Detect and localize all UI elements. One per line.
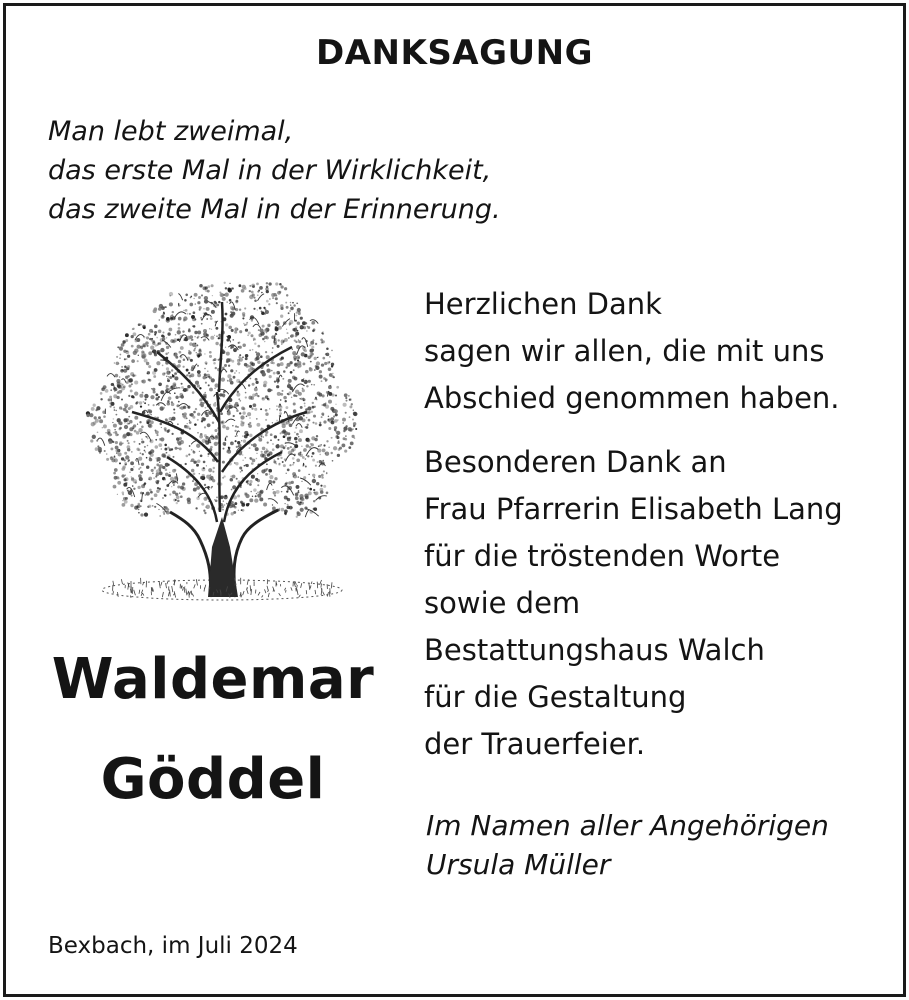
signature-name: Ursula Müller: [426, 848, 611, 881]
deceased-last-name: Göddel: [100, 747, 326, 812]
thanks-general: [424, 281, 840, 422]
thanks-line: für die Gestaltung: [424, 680, 687, 714]
signature-line: Im Namen aller Angehörigen: [426, 809, 829, 842]
place-date: Bexbach, im Juli 2024: [48, 933, 298, 959]
thanks-line: Herzlichen Dank: [424, 287, 662, 321]
motto-line: Man lebt zweimal,: [48, 116, 294, 147]
thanks-special: [424, 439, 843, 768]
thanks-line: sagen wir allen, die mit uns: [424, 334, 825, 368]
motto-line: das zweite Mal in der Erinnerung.: [48, 194, 501, 225]
thanks-line: Frau Pfarrerin Elisabeth Lang: [424, 492, 843, 526]
notice-heading: DANKSAGUNG: [315, 33, 594, 73]
motto-quote: [48, 112, 501, 229]
signature-block: [426, 806, 829, 884]
tree-illustration: [72, 272, 372, 612]
thanks-line: der Trauerfeier.: [424, 727, 646, 761]
motto-line: das erste Mal in der Wirklichkeit,: [48, 155, 492, 186]
thanks-line: sowie dem: [424, 586, 581, 620]
thanks-line: für die tröstenden Worte: [424, 539, 781, 573]
thanks-line: Bestattungshaus Walch: [424, 633, 765, 667]
thanks-line: Abschied genommen haben.: [424, 381, 840, 415]
thanks-line: Besonderen Dank an: [424, 445, 727, 479]
deceased-first-name: Waldemar: [51, 647, 375, 712]
